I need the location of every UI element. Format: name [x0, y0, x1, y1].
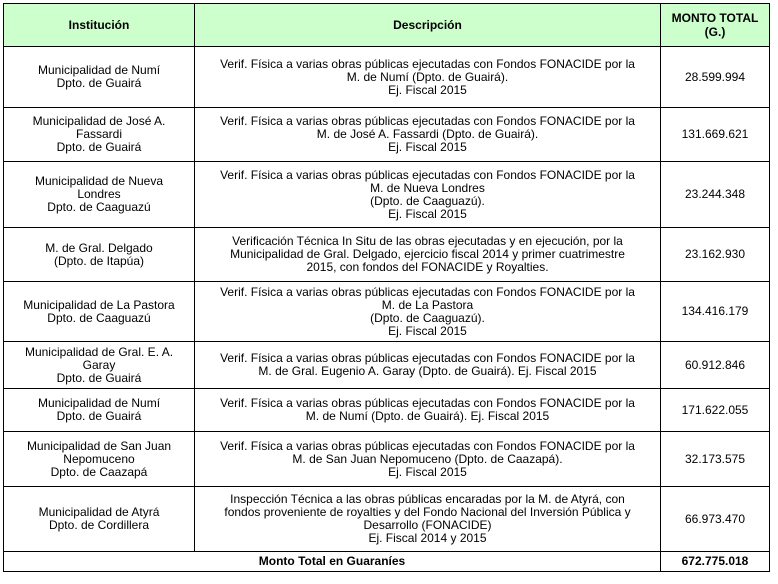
cell-monto: 23.244.348 — [661, 162, 770, 228]
table-row — [4, 47, 770, 108]
cell-monto: 32.173.575 — [661, 432, 770, 487]
header-institucion: Institución — [4, 4, 195, 47]
cell-institucion: Municipalidad de La Pastora Dpto. de Caaguazú — [4, 282, 195, 342]
table-row — [4, 487, 770, 552]
cell-monto: 171.622.055 — [661, 389, 770, 432]
cell-institucion: Municipalidad de Gral. E. A. Garay Dpto. de Guairá — [4, 342, 195, 389]
cell-monto: 134.416.179 — [661, 282, 770, 342]
table-row — [4, 162, 770, 228]
cell-monto: 131.669.621 — [661, 108, 770, 162]
cell-institucion: Municipalidad de Numí Dpto. de Guairá — [4, 389, 195, 432]
cell-descripcion: Verif. Física a varias obras públicas ejecutadas con Fondos FONACIDE por la M. de Numí (Dpto. de Guairá). Ej. Fiscal 2015 — [195, 47, 661, 108]
cell-descripcion: Inspección Técnica a las obras públicas encaradas por la M. de Atyrá, con fondos proveniente de royalties y del Fondo Nacional del Inversión Pública y Desarrollo (FONACIDE) Ej. Fiscal 2014 y 2015 — [195, 487, 661, 552]
header-monto-text: MONTO TOTAL (G.) — [671, 11, 759, 39]
cell-descripcion: Verif. Física a varias obras públicas ejecutadas con Fondos FONACIDE por la M. de La Pastora (Dpto. de Caaguazú). Ej. Fiscal 2015 — [195, 282, 661, 342]
total-label: Monto Total en Guaraníes — [4, 552, 661, 572]
cell-descripcion: Verif. Física a varias obras públicas ejecutadas con Fondos FONACIDE por la M. de San Juan Nepomuceno (Dpto. de Caazapá). Ej. Fiscal 2015 — [195, 432, 661, 487]
cell-monto: 66.973.470 — [661, 487, 770, 552]
table-row — [4, 432, 770, 487]
cell-institucion: Municipalidad de Atyrá Dpto. de Cordillera — [4, 487, 195, 552]
cell-institucion: Municipalidad de José A. Fassardi Dpto. de Guairá — [4, 108, 195, 162]
cell-institucion: M. de Gral. Delgado (Dpto. de Itapúa) — [4, 228, 195, 282]
table-row — [4, 228, 770, 282]
cell-institucion: Municipalidad de Numí Dpto. de Guairá — [4, 47, 195, 108]
table-row — [4, 342, 770, 389]
cell-monto: 28.599.994 — [661, 47, 770, 108]
table-header-row — [4, 4, 770, 47]
table-row — [4, 282, 770, 342]
total-value: 672.775.018 — [661, 552, 770, 572]
cell-institucion: Municipalidad de Nueva Londres Dpto. de Caaguazú — [4, 162, 195, 228]
header-monto — [661, 4, 770, 47]
table-total-row — [4, 552, 770, 572]
cell-descripcion: Verif. Física a varias obras públicas ejecutadas con Fondos FONACIDE por la M. de Numí (Dpto. de Guairá). Ej. Fiscal 2015 — [195, 389, 661, 432]
table-row — [4, 108, 770, 162]
cell-descripcion: Verif. Física a varias obras públicas ejecutadas con Fondos FONACIDE por la M. de José A. Fassardi (Dpto. de Guairá). Ej. Fiscal 2015 — [195, 108, 661, 162]
cell-descripcion: Verificación Técnica In Situ de las obras ejecutadas y en ejecución, por la Municipalidad de Gral. Delgado, ejercicio fiscal 2014 y primer cuatrimestre 2015, con fondos del FONACIDE y Royalties. — [195, 228, 661, 282]
document-table-wrapper — [3, 3, 770, 572]
cell-monto: 23.162.930 — [661, 228, 770, 282]
cell-institucion: Municipalidad de San Juan Nepomuceno Dpto. de Caazapá — [4, 432, 195, 487]
cell-descripcion: Verif. Física a varias obras públicas ejecutadas con Fondos FONACIDE por la M. de Gral. Eugenio A. Garay (Dpto. de Guairá). Ej. Fiscal 2015 — [195, 342, 661, 389]
header-descripcion: Descripción — [195, 4, 661, 47]
table-row — [4, 389, 770, 432]
audit-table — [3, 3, 770, 572]
cell-monto: 60.912.846 — [661, 342, 770, 389]
cell-descripcion: Verif. Física a varias obras públicas ejecutadas con Fondos FONACIDE por la M. de Nueva Londres (Dpto. de Caaguazú). Ej. Fiscal 2015 — [195, 162, 661, 228]
